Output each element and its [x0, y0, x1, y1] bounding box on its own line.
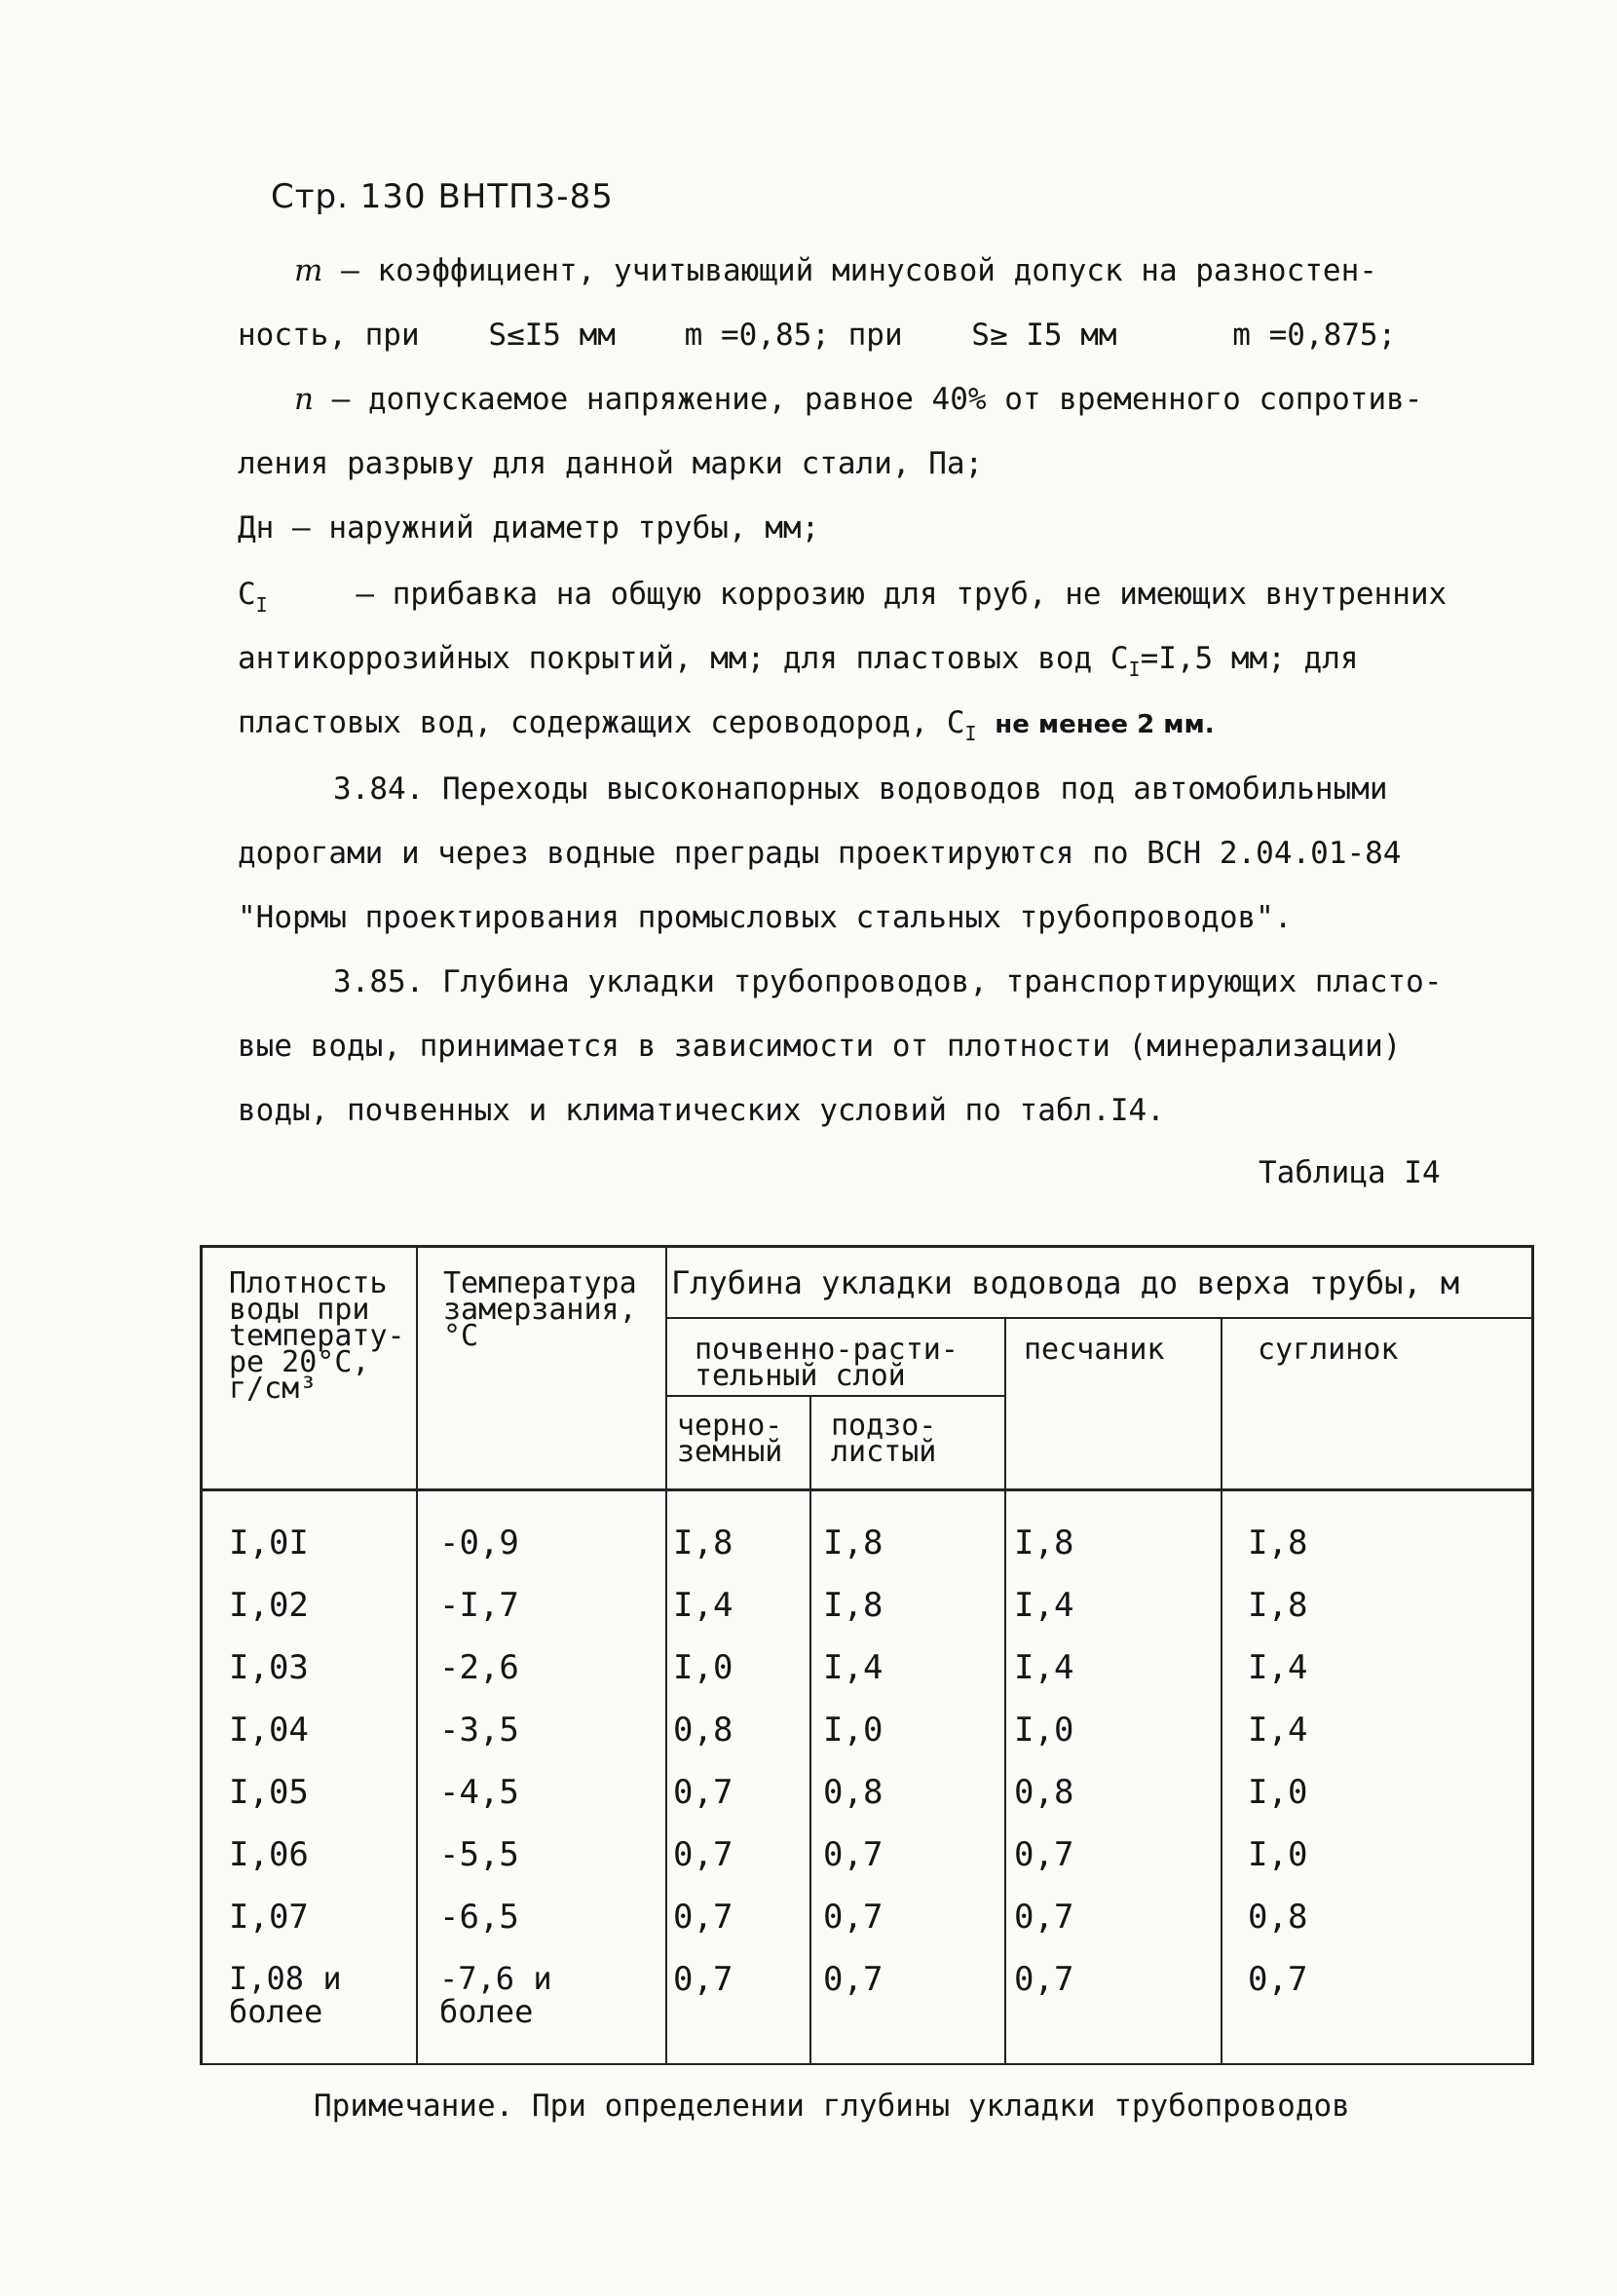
podzol-cell: I,4 — [823, 1648, 884, 1687]
temperature-cell: -5,5 — [439, 1835, 519, 1874]
c1-text-part-c: пластовых вод, содержащих сероводород, С — [238, 705, 965, 740]
sandstone-cell: 0,7 — [1014, 1960, 1074, 1999]
header-depth-rule — [665, 1317, 1534, 1319]
podzol-cell: 0,7 — [823, 1898, 884, 1937]
c1-definition-line-3 — [238, 703, 1215, 753]
paragraph-3-85-line-1: 3.85. Глубина укладки трубопроводов, транспортирующих пласто- — [333, 964, 1443, 999]
m-value-2: m =0,875; — [1232, 318, 1397, 353]
temperature-cell: -2,6 — [439, 1648, 519, 1687]
loam-cell: I,0 — [1248, 1773, 1308, 1812]
sandstone-cell: I,0 — [1014, 1711, 1074, 1750]
col-divider-1 — [416, 1245, 418, 2065]
temperature-cell: -0,9 — [439, 1524, 519, 1562]
m-condition-intro: ность, при — [238, 318, 420, 353]
table-top-border — [200, 1245, 1534, 1248]
m-symbol: m — [294, 253, 323, 288]
n-definition-line-1 — [294, 380, 1422, 419]
table-bottom-border — [200, 2063, 1534, 2065]
col-divider-4 — [1004, 1317, 1006, 2065]
col-divider-5 — [1221, 1317, 1222, 2065]
loam-cell: 0,8 — [1248, 1898, 1308, 1937]
paragraph-3-84-line-2: дорогами и через водные преграды проектируются по ВСН 2.04.01-84 — [238, 836, 1402, 871]
chernozem-cell: 0,8 — [673, 1711, 733, 1750]
c1-definition-text: – прибавка на общую коррозию для труб, не имеющих внутренних — [356, 577, 1448, 612]
header-bottom-rule — [200, 1488, 1534, 1491]
table-right-border — [1531, 1245, 1534, 2065]
sandstone-cell: 0,7 — [1014, 1898, 1074, 1937]
m-value-1: m =0,85; при — [684, 318, 903, 353]
header-soil-rule — [665, 1395, 1006, 1397]
podzol-cell: I,0 — [823, 1711, 884, 1750]
chernozem-cell: 0,7 — [673, 1773, 733, 1812]
temperature-cell: -4,5 — [439, 1773, 519, 1812]
m-definition-line-1 — [294, 251, 1377, 290]
n-definition-line-2: ления разрыву для данной марки стали, Па; — [238, 446, 984, 481]
sandstone-cell: I,4 — [1014, 1586, 1074, 1625]
c1-handwritten-note: не менее 2 мм. — [995, 710, 1215, 739]
header-loam: суглинок — [1258, 1333, 1399, 1367]
header-density: Плотность воды при tемперату- ре 20°С, г/см³ — [229, 1266, 405, 1406]
m-condition-2: S≥ I5 мм — [971, 318, 1117, 353]
chernozem-cell: 0,7 — [673, 1898, 733, 1937]
sandstone-cell: 0,7 — [1014, 1835, 1074, 1874]
table-note: Примечание. При определении глубины укладки трубопроводов — [314, 2089, 1350, 2124]
temperature-cell: -I,7 — [439, 1586, 519, 1625]
podzol-cell: 0,8 — [823, 1773, 884, 1812]
col-divider-2 — [665, 1245, 667, 2065]
chernozem-cell: I,4 — [673, 1586, 733, 1625]
c1-subscript: I — [255, 593, 268, 617]
dn-definition: Дн – наружний диаметр трубы, мм; — [238, 510, 820, 546]
c1-definition-line-1 — [238, 575, 1447, 624]
chernozem-cell: I,8 — [673, 1524, 733, 1562]
c1-text-part-a: антикоррозийных покрытий, мм; для пластовых вод С — [238, 641, 1129, 676]
paragraph-3-85-line-3: воды, почвенных и климатических условий по табл.I4. — [238, 1093, 1165, 1128]
paragraph-3-85-line-2: вые воды, принимается в зависимости от плотности (минерализации) — [238, 1029, 1402, 1064]
page-header: Стр. 130 ВНТП3-85 — [271, 177, 614, 216]
temperature-cell: -6,5 — [439, 1898, 519, 1937]
density-cell: I,05 — [229, 1773, 309, 1812]
podzol-cell: I,8 — [823, 1524, 884, 1562]
header-temperature: Температура замерзания, °С — [443, 1266, 637, 1353]
podzol-cell: 0,7 — [823, 1960, 884, 1999]
density-cell: I,0I — [229, 1524, 309, 1562]
c1-subscript: I — [1128, 658, 1141, 681]
sandstone-cell: I,4 — [1014, 1648, 1074, 1687]
density-cell: I,03 — [229, 1648, 309, 1687]
paragraph-3-84-line-3: "Нормы проектирования промысловых стальных трубопроводов". — [238, 900, 1293, 935]
n-symbol: n — [294, 382, 314, 417]
density-cell: I,04 — [229, 1711, 309, 1750]
m-condition-1: S≤I5 мм — [488, 318, 616, 353]
temperature-cell: -7,6 и более — [439, 1960, 552, 2030]
table-title: Таблица I4 — [1259, 1155, 1441, 1190]
density-cell: I,02 — [229, 1586, 309, 1625]
col-divider-3 — [809, 1395, 811, 2065]
depth-table — [200, 1245, 1534, 2065]
chernozem-cell: I,0 — [673, 1648, 733, 1687]
header-depth: Глубина укладки водовода до верха трубы, м — [671, 1264, 1460, 1301]
c1-definition-line-2 — [238, 639, 1359, 689]
header-soil-plant: почвенно-расти- тельный слой — [695, 1333, 959, 1393]
table-left-border — [200, 1245, 203, 2065]
sandstone-cell: 0,8 — [1014, 1773, 1074, 1812]
header-podzol: подзо- листый — [831, 1409, 937, 1469]
loam-cell: I,8 — [1248, 1586, 1308, 1625]
header-sandstone: песчаник — [1024, 1333, 1165, 1367]
chernozem-cell: 0,7 — [673, 1835, 733, 1874]
c1-symbol: С — [238, 577, 256, 612]
loam-cell: I,4 — [1248, 1648, 1308, 1687]
temperature-cell: -3,5 — [439, 1711, 519, 1750]
c1-text-part-b: =I,5 мм; для — [1140, 641, 1359, 676]
loam-cell: I,4 — [1248, 1711, 1308, 1750]
loam-cell: I,8 — [1248, 1524, 1308, 1562]
loam-cell: 0,7 — [1248, 1960, 1308, 1999]
header-chernozem: черно- земный — [677, 1409, 783, 1469]
sandstone-cell: I,8 — [1014, 1524, 1074, 1562]
loam-cell: I,0 — [1248, 1835, 1308, 1874]
podzol-cell: I,8 — [823, 1586, 884, 1625]
density-cell: I,07 — [229, 1898, 309, 1937]
n-definition-text: – допускаемое напряжение, равное 40% от временного сопротив- — [331, 382, 1423, 417]
podzol-cell: 0,7 — [823, 1835, 884, 1874]
density-cell: I,06 — [229, 1835, 309, 1874]
m-definition-line-2 — [238, 316, 1396, 355]
m-definition-text: – коэффициент, учитывающий минусовой допуск на разностен- — [341, 253, 1377, 288]
density-cell: I,08 и более — [229, 1960, 342, 2030]
paragraph-3-84-line-1: 3.84. Переходы высоконапорных водоводов под автомобильными — [333, 772, 1388, 807]
chernozem-cell: 0,7 — [673, 1960, 733, 1999]
c1-subscript: I — [964, 722, 977, 745]
